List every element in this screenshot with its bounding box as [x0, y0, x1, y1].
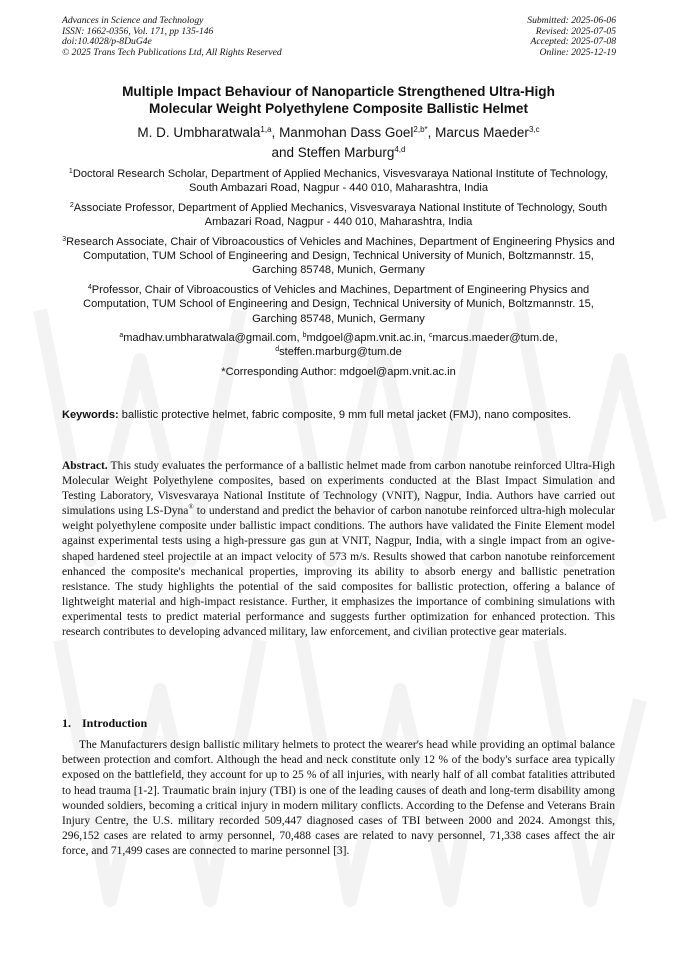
affiliation-superscript: 4 — [87, 283, 92, 291]
email-address[interactable]: mdgoel@apm.vnit.ac.in — [306, 332, 423, 345]
accepted-date: Accepted: 2025-07-08 — [530, 36, 616, 48]
journal-name: Advances in Science and Technology — [62, 15, 204, 26]
author-name: M. D. Umbharatwala — [137, 125, 261, 140]
abstract-text-continued: to understand and predict the behavior of carbon nanotube reinforced ultra-high molecular weight polyethylene composite under ballistic impact conditions. The authors have validated the Finite Element model against experimental tests using a high-pressure gas gun at VNIT, Nagpur, India, with a single impact from an ogive-shaped hardened steel projectile at an impact velocity of 573 m/s. Results showed that carbon nanotube reinforcement enhanced the composite's mechanical properties, improving its ability to absorb energy and ballistic penetration resistance. The study highlights the potential of the said composites for ballistic protection, offering a balance of lightweight material and high-impact resistance. Further, it emphasizes the importance of combining simulations with experimental tests to predict material performance and suggests further optimization for enhanced protection. This research contributes to developing advanced military, law enforcement, and civilian protective gear materials. — [62, 505, 615, 639]
affiliation-text: Doctoral Research Scholar, Department of Applied Mechanics, Visvesvaraya National Institute of Technology, South Ambazari Road, Nagpur - 440 010, Maharashtra, India — [72, 168, 609, 195]
corresponding-author: *Corresponding Author: mdgoel@apm.vnit.ac.in — [221, 365, 456, 378]
email-address[interactable]: madhav.umbharatwala@gmail.com — [123, 332, 297, 345]
affiliation — [62, 167, 615, 196]
keywords — [62, 408, 615, 423]
author-list: M. D. Umbharatwala$^{1,a}$, Manmohan Dass Goel$^{2,b*}$, Marcus Maeder$^{3,c}$ and Steffen Marburg$^{4,d}$ — [137, 125, 540, 160]
journal-info — [62, 16, 282, 59]
author-superscript: 4,d — [394, 145, 406, 154]
email-separator: , — [422, 332, 429, 345]
affiliation-text: Professor, Chair of Vibroacoustics of Vehicles and Machines, Department of Engineering Physics and Computation, TUM School of Engineering and Design, Technical University of Munich, Boltzmannstr. 15, Garching 85748, Munich, Germany — [83, 283, 594, 325]
title-line-1: Multiple Impact Behaviour of Nanoparticle Strengthened Ultra-High — [122, 84, 555, 99]
affiliation-superscript: 3 — [62, 235, 67, 243]
email-address[interactable]: marcus.maeder@tum.de — [432, 332, 555, 345]
email-superscript: b — [302, 332, 307, 340]
title-line-2: Molecular Weight Polyethylene Composite Ballistic Helmet — [149, 101, 528, 116]
author-superscript: 1,a — [260, 125, 272, 134]
email-separator: , — [554, 332, 558, 345]
copyright-line: © 2025 Trans Tech Publications Ltd, All Rights Reserved — [62, 47, 282, 59]
author-name: Steffen Marburg — [297, 145, 395, 160]
email-superscript: a — [119, 332, 124, 340]
online-date: Online: 2025-12-19 — [539, 47, 616, 59]
abstract — [62, 459, 615, 640]
affiliation — [62, 283, 615, 326]
abstract-label: Abstract. — [62, 460, 108, 472]
section-number: 1. — [62, 716, 71, 730]
abstract-text: This study evaluates the performance of a ballistic helmet made from carbon nanotube reinforced Ultra-High Molecular Weight Polyethylene composites, based on experiments conducted at the Blast Impact Simulation and Testing Laboratory, Visvesvaraya National Institute of Technology (VNIT), Nagpur, India. Authors have carried out simulations using LS-Dyna — [62, 460, 615, 518]
revised-date: Revised: 2025-07-05 — [535, 25, 616, 37]
author-superscript: 2,b* — [413, 125, 428, 134]
affiliation-text: Associate Professor, Department of Applied Mechanics, Visvesvaraya National Institute of Technology, South Ambazari Road, Nagpur - 440 010, Maharashtra, India — [73, 201, 608, 229]
doi-line: doi:10.4028/p-8DuG4e — [62, 36, 152, 48]
submitted-date: Submitted: 2025-06-06 — [527, 15, 616, 26]
section-title: Introduction — [82, 716, 148, 730]
author-conjunction: and — [271, 145, 295, 160]
affiliation-superscript: 1 — [68, 168, 73, 175]
introduction-paragraph: The Manufacturers design ballistic military helmets to protect the wearer's head while providing an optimal balance between protection and comfort. Although the head and neck constitute only 12 % of the body's surface area typically exposed on the battlefield, they account for up to 25 % of all injuries, with nearly half of all combat fatalities attributed to head trauma [1-2]. Traumatic brain injury (TBI) is one of the leading causes of death and long-term disability among wounded soldiers, becoming a critical injury in modern military conflicts. According to the Defense and Veterans Brain Injury Centre, the U.S. military recorded 509,447 diagnosed cases of TBI between 2000 and 2024. Amongst this, 296,152 cases are related to army personnel, 70,488 cases are related to navy personnel, 71,338 cases affect the air force, and 71,499 cases are connected to marine personnel [3]. — [62, 739, 615, 858]
affiliation — [62, 235, 615, 278]
email-superscript: d — [275, 346, 280, 354]
author-name: Manmohan Dass Goel — [279, 125, 414, 140]
paper-title — [62, 83, 615, 117]
author-name: Marcus Maeder — [435, 125, 529, 140]
keywords-text: ballistic protective helmet, fabric composite, 9 mm full metal jacket (FMJ), nano composites. — [118, 409, 572, 421]
publication-dates — [527, 16, 616, 59]
section-heading — [62, 716, 147, 731]
affiliation — [62, 201, 615, 230]
email-list — [62, 331, 615, 360]
email-separator: , — [296, 332, 303, 345]
email-address[interactable]: steffen.marburg@tum.de — [279, 346, 402, 359]
author-superscript: 3,c — [528, 125, 540, 134]
affiliations — [62, 167, 615, 379]
registered-mark: ® — [188, 503, 194, 512]
email-superscript: c — [428, 332, 433, 340]
affiliation-superscript: 2 — [69, 201, 74, 209]
keywords-label: Keywords: — [62, 409, 119, 421]
affiliation-text: Research Associate, Chair of Vibroacoustics of Vehicles and Machines, Department of Engineering Physics and Computation, TUM School of Engineering and Design, Technical University of Munich, Boltzmannstr. 15, Garching 85748, Munich, Germany — [66, 235, 615, 277]
issn-line: ISSN: 1662-0356, Vol. 171, pp 135-146 — [62, 25, 214, 37]
